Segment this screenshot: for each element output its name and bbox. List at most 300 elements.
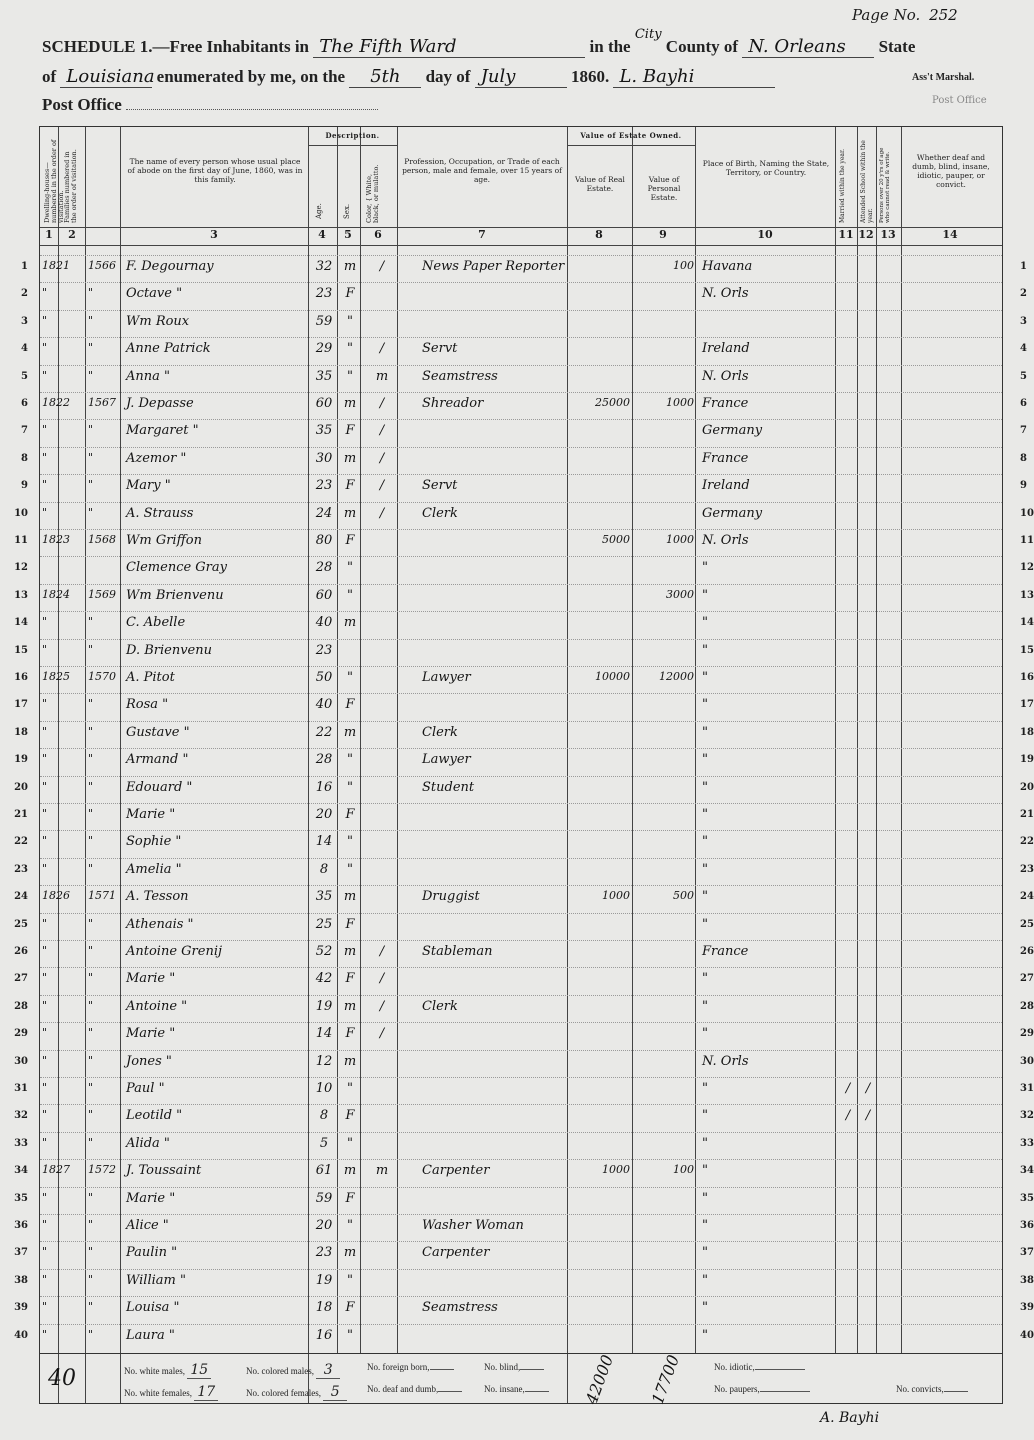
occupation: Servt <box>422 341 458 357</box>
dwelling-number: " <box>42 752 48 766</box>
place-of-birth: " <box>702 807 708 822</box>
personal-estate-value: 1000 <box>666 533 694 546</box>
line-number-left: 39 <box>14 1302 28 1314</box>
person-name: Laura " <box>126 1327 175 1343</box>
sex: F <box>345 286 355 302</box>
census-row <box>14 1132 1034 1159</box>
color: / <box>379 944 385 959</box>
census-row <box>14 1324 1034 1351</box>
place-of-birth: " <box>702 724 708 740</box>
col-number: 5 <box>344 228 352 241</box>
census-row <box>14 1104 1034 1131</box>
line-number-left: 19 <box>14 754 28 766</box>
census-row <box>14 1050 1034 1077</box>
place-of-birth: Germany <box>702 505 763 521</box>
city-overwrite: City <box>634 27 662 42</box>
family-number: " <box>88 478 94 492</box>
sex: " <box>347 1218 353 1233</box>
line-number-left: 35 <box>14 1192 28 1204</box>
line-number-left: 34 <box>14 1165 28 1177</box>
census-row <box>21 392 1027 419</box>
line-number-left: 15 <box>14 644 28 656</box>
description-group-header: Description. <box>325 131 380 140</box>
sex: F <box>345 971 355 987</box>
col-number: 1 <box>45 228 53 241</box>
sex: F <box>345 1300 355 1316</box>
census-row <box>21 474 1027 501</box>
family-number: " <box>88 916 94 930</box>
person-name: Leotild " <box>126 1108 183 1124</box>
place-of-birth: " <box>702 834 708 850</box>
place-of-birth: " <box>702 670 708 685</box>
dwelling-number: 1821 <box>42 259 70 272</box>
person-name: Azemor " <box>126 450 187 466</box>
dwelling-number: " <box>42 1081 48 1094</box>
marshal-title: Ass't Marshal. <box>912 72 975 83</box>
dwelling-number: " <box>42 916 48 930</box>
personal-estate-value: 500 <box>673 889 694 903</box>
personal-estate-value: 3000 <box>666 587 694 601</box>
sex: " <box>347 1135 353 1151</box>
col-number: 6 <box>374 228 382 241</box>
person-name: Armand " <box>126 752 189 768</box>
family-number: " <box>88 450 94 464</box>
family-number: " <box>88 752 94 766</box>
col-number: 11 <box>838 228 854 241</box>
place-of-birth: " <box>702 1300 708 1316</box>
age: 10 <box>315 1081 333 1096</box>
dwelling-number: " <box>42 341 48 355</box>
family-number: " <box>88 1300 94 1314</box>
census-row <box>14 556 1034 583</box>
family-number: " <box>88 807 94 820</box>
real-estate-value: 1000 <box>602 889 630 903</box>
sex: m <box>343 259 357 274</box>
age: 22 <box>315 724 333 740</box>
census-row <box>14 666 1034 693</box>
col1-header: Dwelling-houses—numbered in the order of visitation. <box>43 139 65 223</box>
dwelling-number: 1823 <box>42 533 70 546</box>
line-number-right: 16 <box>1020 672 1034 683</box>
line-number-left: 22 <box>14 836 28 848</box>
sex: F <box>345 1026 355 1042</box>
line-number-right: 14 <box>1020 617 1034 629</box>
family-number: " <box>88 971 94 985</box>
place-of-birth: " <box>702 1081 708 1096</box>
person-name: Alice " <box>126 1218 169 1233</box>
family-number: " <box>88 1327 94 1341</box>
sex: m <box>343 998 357 1014</box>
person-name: Marie " <box>126 1026 176 1042</box>
place-of-birth: " <box>702 1327 708 1343</box>
census-row <box>14 611 1034 638</box>
col4-header: Age. <box>315 203 323 219</box>
person-name: C. Abelle <box>126 615 186 631</box>
person-name: Anna " <box>126 368 170 384</box>
dwelling-number: " <box>42 861 48 875</box>
age: 32 <box>315 259 333 274</box>
white-males-total: No. white males, 15 <box>124 1362 211 1379</box>
person-name: William " <box>126 1272 186 1288</box>
col-number: 12 <box>858 228 874 241</box>
sex: m <box>343 724 357 740</box>
line-number-left: 37 <box>14 1247 28 1259</box>
age: 16 <box>315 779 333 795</box>
occupation: Carpenter <box>422 1163 490 1179</box>
county-field: N. Orleans <box>742 36 874 58</box>
attended-school: / <box>865 1108 871 1124</box>
sex: F <box>345 478 355 494</box>
line-number-right: 33 <box>1020 1137 1034 1149</box>
person-name: Edouard " <box>126 779 193 795</box>
place-of-birth: " <box>702 1108 708 1124</box>
occupation: Servt <box>422 478 458 494</box>
line-number-left: 29 <box>14 1028 28 1040</box>
age: 29 <box>315 341 333 357</box>
col-number: 9 <box>659 228 667 241</box>
person-name: Marie " <box>126 971 176 987</box>
census-row <box>14 502 1034 529</box>
family-number: " <box>88 423 94 437</box>
dwelling-number: " <box>42 450 48 464</box>
color: m <box>375 1163 389 1179</box>
sex: " <box>347 1272 353 1288</box>
family-number: 1566 <box>88 259 116 272</box>
sex: m <box>343 1245 357 1261</box>
sex: m <box>343 396 357 411</box>
person-name: Wm Roux <box>126 313 190 329</box>
place-of-birth: N. Orls <box>702 533 749 548</box>
place-of-birth: " <box>702 615 708 631</box>
family-number: " <box>88 1081 94 1094</box>
census-row <box>14 748 1034 775</box>
line-number-left: 24 <box>14 891 28 903</box>
age: 14 <box>315 834 333 850</box>
line-number-left: 14 <box>14 617 28 629</box>
age: 23 <box>315 478 333 494</box>
line-number-right: 23 <box>1020 863 1034 875</box>
sex: " <box>347 341 353 357</box>
census-row <box>14 940 1034 967</box>
sex: " <box>347 779 353 795</box>
idiotic-total: No. idiotic, <box>714 1362 805 1372</box>
schedule-heading: SCHEDULE 1.—Free Inhabitants in The Fifth Ward in the $^{City}$ County of N. Orleans State <box>42 27 916 57</box>
paupers-total: No. paupers, <box>714 1384 810 1394</box>
line-number-right: 37 <box>1020 1247 1034 1259</box>
dwelling-number: " <box>42 998 48 1012</box>
col8-header: Value of Real Estate. <box>575 175 625 193</box>
family-number: " <box>88 697 94 711</box>
line-number-left: 10 <box>14 507 28 519</box>
sex: F <box>345 533 355 548</box>
sex: " <box>347 752 353 768</box>
person-name: Wm Brienvenu <box>126 587 224 603</box>
age: 19 <box>315 1272 333 1288</box>
real-estate-value: 5000 <box>602 533 630 546</box>
line-number-right: 12 <box>1020 562 1034 574</box>
color: / <box>379 341 385 357</box>
line-number-right: 39 <box>1020 1302 1034 1314</box>
post-office-stamp: Post Office <box>932 95 987 106</box>
line-number-left: 5 <box>21 370 28 382</box>
line-number-right: 8 <box>1020 452 1027 464</box>
family-number: " <box>88 998 94 1012</box>
real-estate-value: 25000 <box>595 396 630 409</box>
age: 8 <box>319 861 329 877</box>
color: m <box>375 368 389 384</box>
col-number: 3 <box>210 228 218 241</box>
person-name: D. Brienvenu <box>126 642 212 658</box>
place-of-birth: Ireland <box>702 341 750 357</box>
line-number-right: 17 <box>1020 699 1034 711</box>
line-number-left: 18 <box>14 726 28 738</box>
line-number-right: 9 <box>1020 480 1027 492</box>
census-row <box>14 1241 1034 1268</box>
family-number: 1572 <box>88 1163 116 1177</box>
line-number-left: 28 <box>14 1000 28 1012</box>
line-number-left: 16 <box>14 672 28 683</box>
dwelling-number: " <box>42 1272 48 1286</box>
line-number-right: 29 <box>1020 1028 1034 1040</box>
line-number-left: 9 <box>21 480 28 492</box>
married-within-year: / <box>845 1081 851 1096</box>
line-number-left: 40 <box>14 1329 28 1341</box>
personal-estate-value: 100 <box>673 259 694 272</box>
line-number-right: 26 <box>1020 946 1034 957</box>
age: 42 <box>315 971 333 987</box>
dwelling-number: " <box>42 423 48 437</box>
person-name: Marie " <box>126 807 176 822</box>
enumeration-line: of Louisiana enumerated by me, on the 5th day of July 1860. L. Bayhi <box>42 66 775 88</box>
sex: F <box>345 423 355 439</box>
census-row <box>14 995 1034 1022</box>
census-row <box>14 803 1034 830</box>
dwelling-number: " <box>42 1026 48 1040</box>
line-number-left: 25 <box>14 918 28 930</box>
place-of-birth: Germany <box>702 423 763 439</box>
footer-signature: A. Bayhi <box>820 1410 880 1426</box>
col10-header: Place of Birth, Naming the State, Territory, or Country. <box>702 159 830 177</box>
line-number-left: 32 <box>14 1110 28 1122</box>
occupation: Lawyer <box>422 752 471 768</box>
line-number-right: 32 <box>1020 1110 1034 1122</box>
place-of-birth: " <box>702 587 708 603</box>
line-number-left: 26 <box>14 946 28 957</box>
census-row <box>14 639 1034 666</box>
dwelling-number: " <box>42 1108 48 1122</box>
white-females-total: No. white females, 17 <box>124 1384 218 1401</box>
place-of-birth: Havana <box>702 259 753 274</box>
place-of-birth: France <box>702 944 749 959</box>
sex: F <box>345 916 355 932</box>
place-of-birth: " <box>702 752 708 768</box>
line-number-right: 6 <box>1020 398 1027 409</box>
sex: F <box>345 1190 355 1206</box>
age: 23 <box>315 286 333 302</box>
line-number-left: 7 <box>21 425 28 437</box>
person-name: Alida " <box>126 1135 170 1151</box>
census-table <box>14 126 1034 1407</box>
person-name: Octave " <box>126 286 183 302</box>
real-estate-total: 42000 <box>581 1352 618 1407</box>
dwelling-number: 1824 <box>42 587 70 601</box>
attended-school: / <box>865 1081 871 1096</box>
family-number: " <box>88 944 94 957</box>
line-number-left: 36 <box>14 1220 28 1231</box>
occupation: Clerk <box>422 724 458 740</box>
person-name: Clemence Gray <box>126 560 227 576</box>
col-number: 14 <box>942 228 958 241</box>
place-of-birth: " <box>702 861 708 877</box>
col13-header: Persons over 20 y'rs of age who cannot read & write. <box>879 147 891 223</box>
family-number: " <box>88 834 94 848</box>
age: 19 <box>315 998 333 1014</box>
occupation: Clerk <box>422 505 458 521</box>
dwelling-number: " <box>42 313 48 327</box>
real-estate-value: 1000 <box>602 1163 630 1177</box>
col14-header: Whether deaf and dumb, blind, insane, idiotic, pauper, or convict. <box>912 153 990 189</box>
post-office-field <box>126 109 378 110</box>
age: 8 <box>319 1108 329 1124</box>
place-of-birth: " <box>702 1026 708 1042</box>
line-number-left: 11 <box>14 535 28 546</box>
family-number: 1567 <box>88 396 116 409</box>
sex: " <box>347 861 353 877</box>
dwelling-number: " <box>42 1327 48 1341</box>
census-row <box>14 913 1034 940</box>
family-number: " <box>88 1218 94 1231</box>
age: 59 <box>315 1190 333 1206</box>
age: 20 <box>315 1218 333 1233</box>
occupation: Lawyer <box>422 670 471 685</box>
color: / <box>379 450 385 466</box>
insane-total: No. insane, <box>484 1384 549 1394</box>
occupation: Clerk <box>422 998 458 1014</box>
dwelling-number: " <box>42 834 48 848</box>
census-row <box>21 282 1027 309</box>
personal-estate-value: 1000 <box>666 396 694 409</box>
person-name: Amelia " <box>126 861 182 877</box>
sex: F <box>345 1108 355 1124</box>
place-of-birth: " <box>702 697 708 713</box>
occupation: Shreador <box>422 396 484 411</box>
color: / <box>379 478 385 494</box>
line-number-left: 1 <box>21 261 28 272</box>
line-number-right: 34 <box>1020 1165 1034 1177</box>
line-number-left: 8 <box>21 452 28 464</box>
place-of-birth: Ireland <box>702 478 750 494</box>
census-row <box>14 584 1034 611</box>
sex: m <box>343 1163 357 1179</box>
family-number: " <box>88 1272 94 1286</box>
family-number: " <box>88 1053 94 1067</box>
sex: " <box>347 313 353 329</box>
family-number: " <box>88 615 94 629</box>
line-number-left: 4 <box>21 343 28 355</box>
person-name: Gustave " <box>126 724 190 740</box>
row-count-total: 40 <box>48 1366 76 1391</box>
line-number-right: 15 <box>1020 644 1034 656</box>
age: 28 <box>315 560 333 576</box>
family-number: " <box>88 1190 94 1204</box>
line-number-right: 24 <box>1020 891 1034 903</box>
age: 12 <box>315 1053 333 1069</box>
dwelling-number: " <box>42 1190 48 1204</box>
person-name: J. Toussaint <box>126 1163 202 1179</box>
col-number: 2 <box>68 228 76 241</box>
place-of-birth: " <box>702 889 708 905</box>
census-row <box>14 858 1034 885</box>
dwelling-number: " <box>42 505 48 519</box>
person-name: Wm Griffon <box>126 533 202 548</box>
foreign-born-total: No. foreign born, <box>367 1362 454 1372</box>
sex: " <box>347 368 353 384</box>
dwelling-number: " <box>42 1218 48 1231</box>
dwelling-number: 1826 <box>42 889 70 903</box>
place-of-birth: " <box>702 1272 708 1288</box>
person-name: Marie " <box>126 1190 176 1206</box>
color: / <box>379 971 385 987</box>
family-number: 1570 <box>88 670 116 683</box>
person-name: Rosa " <box>126 697 169 713</box>
col3-header: The name of every person whose usual place of abode on the first day of June, 1860, was in this family. <box>127 157 303 184</box>
place-of-birth: " <box>702 1218 708 1233</box>
family-number: " <box>88 779 94 793</box>
line-number-right: 19 <box>1020 754 1034 766</box>
census-row <box>21 310 1027 337</box>
census-row <box>21 419 1027 446</box>
line-number-right: 22 <box>1020 836 1034 848</box>
state-field: Louisiana <box>60 66 152 88</box>
census-row <box>14 830 1034 857</box>
census-row <box>14 1187 1034 1214</box>
line-number-right: 18 <box>1020 726 1034 738</box>
age: 60 <box>315 396 333 411</box>
real-estate-value: 10000 <box>595 670 630 683</box>
colored-females-total: No. colored females, 5 <box>246 1384 347 1401</box>
line-number-right: 13 <box>1020 589 1034 601</box>
census-row <box>14 776 1034 803</box>
line-number-left: 12 <box>14 562 28 574</box>
sex: F <box>345 807 355 822</box>
sex: " <box>347 587 353 603</box>
place-of-birth: France <box>702 450 749 466</box>
age: 59 <box>315 313 333 329</box>
sex: F <box>345 697 355 713</box>
census-row <box>14 967 1034 994</box>
family-number: " <box>88 861 94 875</box>
line-number-right: 21 <box>1020 809 1034 820</box>
line-number-left: 3 <box>21 315 28 327</box>
dwelling-number: " <box>42 1245 48 1259</box>
family-number: " <box>88 313 94 327</box>
census-row <box>14 721 1034 748</box>
line-number-left: 33 <box>14 1137 28 1149</box>
line-number-left: 21 <box>14 809 28 820</box>
month-field: July <box>475 66 567 88</box>
ward-field: The Fifth Ward <box>313 36 585 58</box>
line-number-right: 40 <box>1020 1329 1034 1341</box>
person-name: F. Degournay <box>126 259 214 274</box>
place-of-birth: " <box>702 560 708 576</box>
line-number-right: 4 <box>1020 343 1027 355</box>
line-number-left: 23 <box>14 863 28 875</box>
col9-header: Value of Personal Estate. <box>647 175 681 202</box>
line-number-left: 2 <box>21 288 28 300</box>
person-name: Athenais " <box>126 916 194 932</box>
convicts-total: No. convicts, <box>896 1384 968 1394</box>
dwelling-number: " <box>42 642 48 656</box>
